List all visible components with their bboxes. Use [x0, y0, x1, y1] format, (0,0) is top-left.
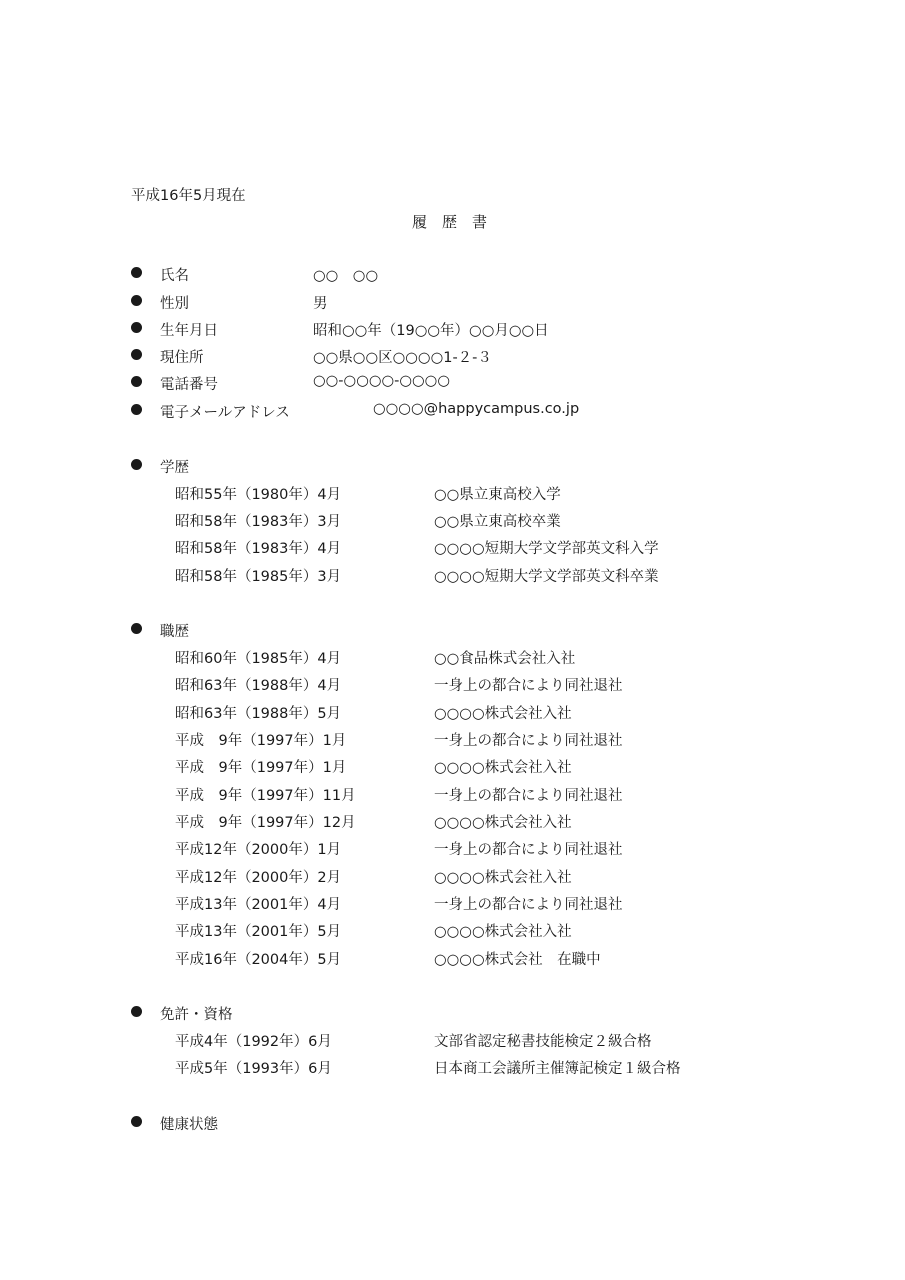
history-date: 平成4年（1992年）6月 — [175, 1034, 332, 1050]
field-label: 性別 — [160, 296, 189, 312]
history-date: 昭和63年（1988年）4月 — [175, 678, 342, 694]
history-date: 平成12年（2000年）1月 — [175, 842, 342, 858]
bullet-icon — [131, 295, 142, 306]
history-date: 昭和58年（1983年）4月 — [175, 541, 342, 557]
section-heading: 健康状態 — [160, 1117, 218, 1133]
history-desc: ○○県立東高校卒業 — [434, 514, 561, 530]
history-date: 平成5年（1993年）6月 — [175, 1061, 332, 1077]
history-desc: ○○○○株式会社入社 — [434, 870, 572, 886]
history-date: 平成12年（2000年）2月 — [175, 870, 342, 886]
history-desc: 一身上の都合により同社退社 — [434, 897, 623, 913]
history-date: 平成 9年（1997年）11月 — [175, 788, 356, 804]
history-desc: ○○○○株式会社入社 — [434, 760, 572, 776]
history-desc: 一身上の都合により同社退社 — [434, 733, 623, 749]
field-label: 現住所 — [160, 350, 204, 366]
field-value: ○○県○○区○○○○1-２-３ — [313, 350, 492, 366]
field-label: 電話番号 — [160, 377, 218, 393]
bullet-icon — [131, 1116, 142, 1127]
field-value: 昭和○○年（19○○年）○○月○○日 — [313, 323, 549, 339]
bullet-icon — [131, 322, 142, 333]
history-date: 昭和60年（1985年）4月 — [175, 651, 342, 667]
bullet-icon — [131, 459, 142, 470]
history-date: 平成13年（2001年）4月 — [175, 897, 342, 913]
history-desc: 一身上の都合により同社退社 — [434, 678, 623, 694]
history-desc: 一身上の都合により同社退社 — [434, 842, 623, 858]
field-label: 電子メールアドレス — [160, 405, 290, 421]
history-desc: ○○○○株式会社 在職中 — [434, 952, 601, 968]
history-date: 平成 9年（1997年）1月 — [175, 760, 347, 776]
bullet-icon — [131, 1006, 142, 1017]
history-date: 平成 9年（1997年）12月 — [175, 815, 356, 831]
as-of-date: 平成16年5月現在 — [131, 188, 246, 204]
history-desc: ○○○○株式会社入社 — [434, 706, 572, 722]
field-label: 生年月日 — [160, 323, 218, 339]
field-label: 氏名 — [160, 268, 189, 284]
section-heading: 職歴 — [160, 624, 189, 640]
history-desc: ○○県立東高校入学 — [434, 487, 561, 503]
history-date: 昭和63年（1988年）5月 — [175, 706, 342, 722]
history-date: 平成16年（2004年）5月 — [175, 952, 342, 968]
history-date: 昭和58年（1983年）3月 — [175, 514, 342, 530]
history-desc: ○○食品株式会社入社 — [434, 651, 576, 667]
section-heading: 免許・資格 — [160, 1007, 233, 1023]
history-desc: ○○○○短期大学文学部英文科卒業 — [434, 569, 659, 585]
field-value: ○○ ○○ — [313, 268, 379, 284]
history-date: 昭和55年（1980年）4月 — [175, 487, 342, 503]
bullet-icon — [131, 404, 142, 415]
history-desc: ○○○○短期大学文学部英文科入学 — [434, 541, 659, 557]
section-heading: 学歴 — [160, 460, 189, 476]
history-date: 昭和58年（1985年）3月 — [175, 569, 342, 585]
field-value: ○○-○○○○-○○○○ — [313, 373, 450, 389]
history-desc: 日本商工会議所主催簿記検定１級合格 — [434, 1061, 681, 1077]
history-date: 平成13年（2001年）5月 — [175, 924, 342, 940]
history-desc: 一身上の都合により同社退社 — [434, 788, 623, 804]
history-desc: ○○○○株式会社入社 — [434, 924, 572, 940]
history-desc: 文部省認定秘書技能検定２級合格 — [434, 1034, 652, 1050]
field-value: ○○○○@happycampus.co.jp — [373, 401, 580, 417]
field-value: 男 — [313, 296, 328, 312]
bullet-icon — [131, 376, 142, 387]
history-date: 平成 9年（1997年）1月 — [175, 733, 347, 749]
history-desc: ○○○○株式会社入社 — [434, 815, 572, 831]
bullet-icon — [131, 267, 142, 278]
bullet-icon — [131, 349, 142, 360]
page-title: 履歴書 — [412, 213, 503, 231]
bullet-icon — [131, 623, 142, 634]
